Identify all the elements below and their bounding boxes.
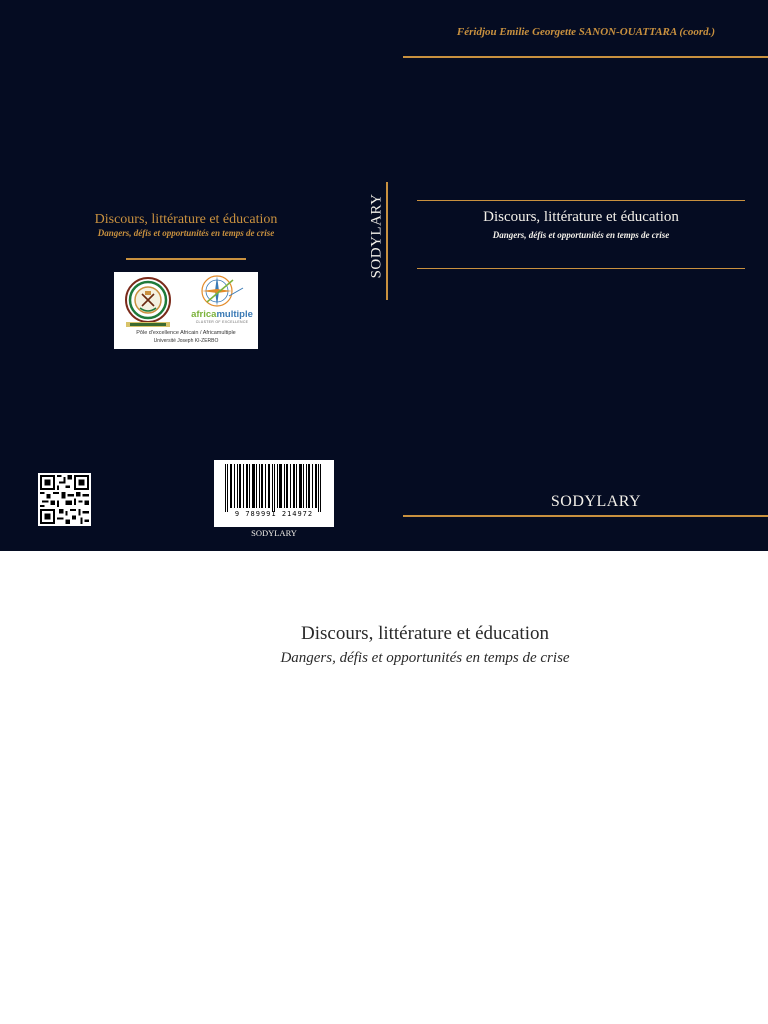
africamultiple-tagline: CLUSTER OF EXCELLENCE <box>195 320 249 324</box>
title-page-title: Discours, littérature et éducation <box>301 623 549 644</box>
spine-publisher: SODYLARY <box>368 193 385 279</box>
africamultiple-wordmark <box>186 309 258 320</box>
qr-code-graphic <box>38 473 91 526</box>
logo-caption-line2: Université Joseph KI-ZERBO <box>153 338 219 344</box>
front-publisher: SODYLARY <box>550 493 642 510</box>
logo-caption-line1: Pôle d'excellence Africain / Africamultiple <box>136 330 236 336</box>
barcode-bars <box>214 462 334 512</box>
back-title: Discours, littérature et éducation <box>94 212 278 227</box>
spine-rule <box>386 182 388 300</box>
front-subtitle: Dangers, défis et opportunités en temps de crise <box>492 230 670 240</box>
front-title-upper-rule <box>417 200 745 201</box>
back-subtitle: Dangers, défis et opportunités en temps de crise <box>97 228 275 238</box>
author-line: Féridjou Emilie Georgette SANON-OUATTARA (coord.) <box>456 26 716 38</box>
africamultiple-word-part1: africa <box>191 309 217 320</box>
africamultiple-word-part2: multiple <box>216 309 253 320</box>
isbn-barcode <box>214 460 334 527</box>
barcode-digits: 9 789991 214972 <box>234 510 314 518</box>
qr-code <box>38 473 91 526</box>
front-title: Discours, littérature et éducation <box>483 209 679 225</box>
title-page-subtitle: Dangers, défis et opportunités en temps de crise <box>280 650 570 666</box>
university-seal-logo <box>118 274 178 330</box>
bottom-divider <box>403 515 768 517</box>
front-title-lower-rule <box>417 268 745 269</box>
back-publisher: SODYLARY <box>251 528 297 538</box>
partner-logos <box>114 272 258 349</box>
africamultiple-compass-logo <box>197 274 247 312</box>
top-divider <box>403 56 768 58</box>
back-title-rule <box>126 258 246 260</box>
